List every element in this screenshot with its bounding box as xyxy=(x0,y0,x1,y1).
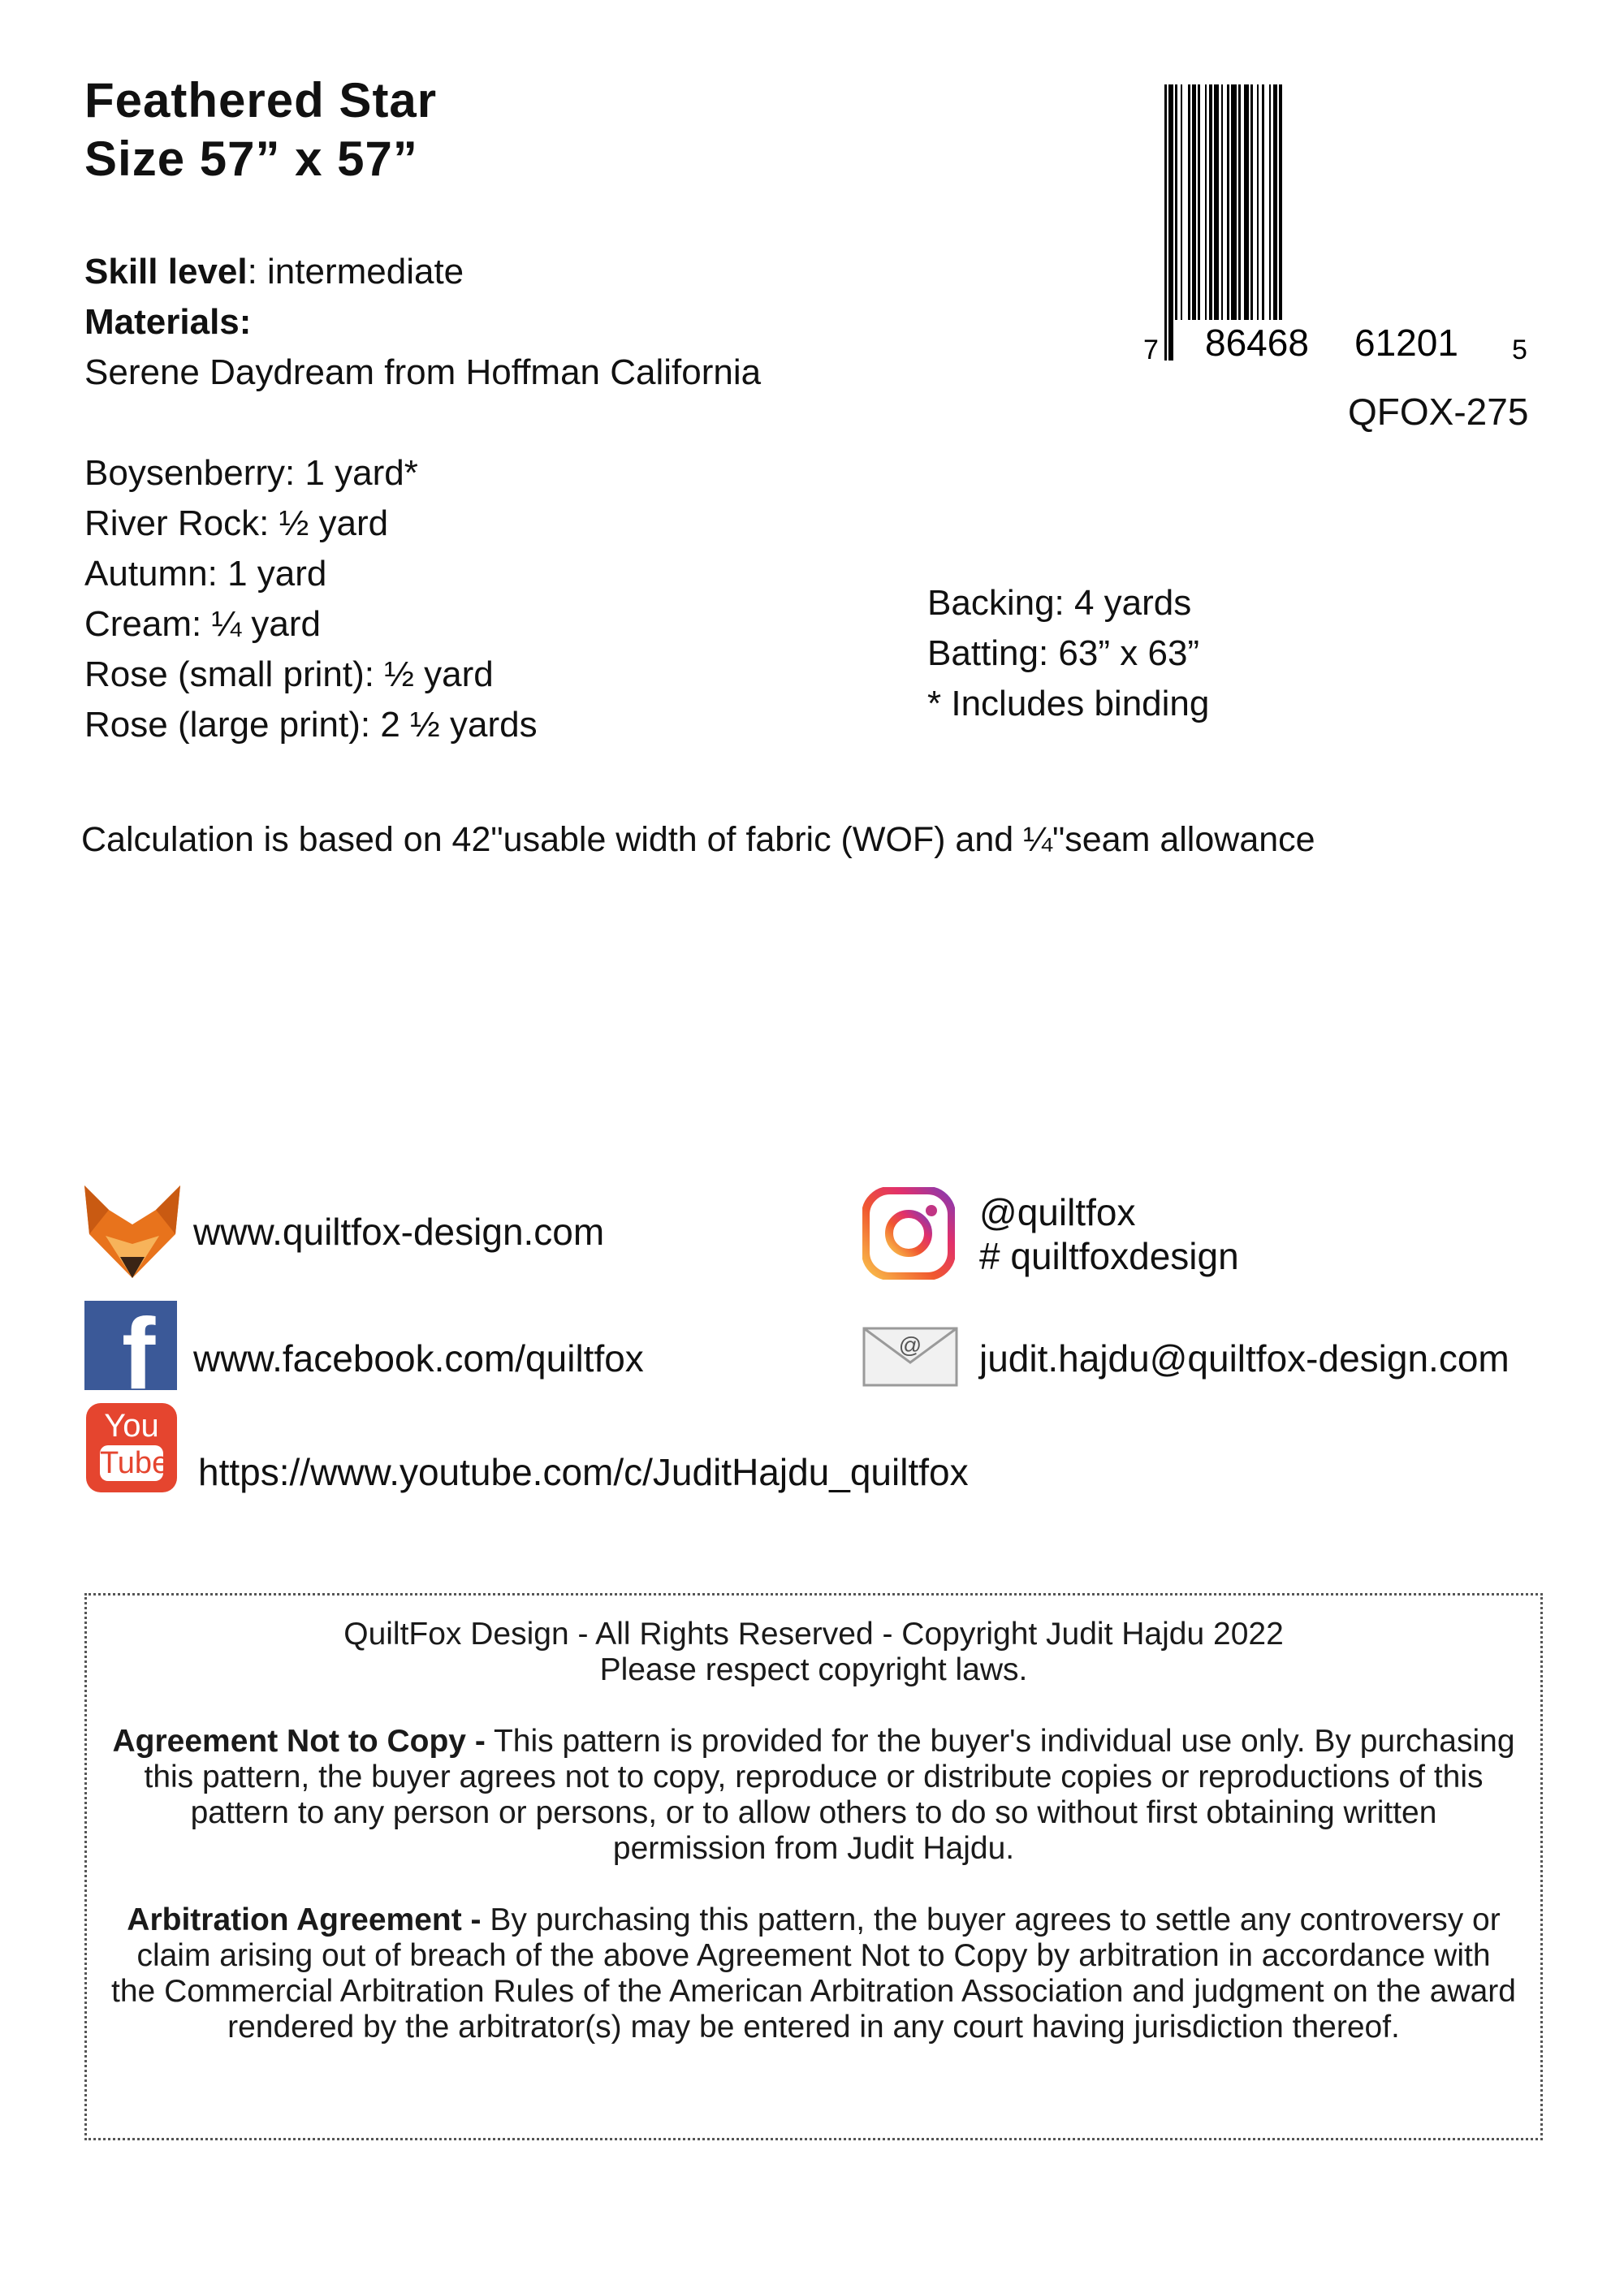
youtube-logo-tube: Tube xyxy=(100,1446,170,1480)
barcode-bars xyxy=(1164,84,1282,361)
calculation-note: Calculation is based on 42"usable width of fabric (WOF) and ¼"seam allowance xyxy=(81,820,1315,859)
facebook-link[interactable]: www.facebook.com/quiltfox xyxy=(193,1337,644,1380)
materials-label: Materials: xyxy=(84,302,252,342)
instagram-block xyxy=(979,1190,1239,1278)
barcode-group-1: 86468 xyxy=(1205,322,1309,364)
list-item: Rose (large print): 2 ½ yards xyxy=(84,705,538,745)
arbitration-title: Arbitration Agreement - xyxy=(127,1902,482,1937)
list-item: Autumn: 1 yard xyxy=(84,554,327,594)
facebook-logo-letter: f xyxy=(122,1301,156,1390)
fox-logo-icon xyxy=(84,1185,180,1278)
skill-label: Skill level xyxy=(84,252,248,291)
list-item: Backing: 4 yards xyxy=(927,583,1192,623)
title-size: Size 57” x 57” xyxy=(84,132,418,186)
agreement-not-to-copy xyxy=(87,1724,1540,1867)
agreement-title: Agreement Not to Copy - xyxy=(112,1724,486,1759)
product-code: QFOX-275 xyxy=(1348,391,1529,433)
skill-value: : intermediate xyxy=(247,252,464,291)
arbitration-agreement xyxy=(87,1902,1540,2045)
list-item: Rose (small print): ½ yard xyxy=(84,654,494,694)
arbitration-text: By purchasing this pattern, the buyer agrees to settle any controversy or claim arising out of breach of the above Agreement Not to Copy by arbitration in accordance with the Commercial Arbitration Rules of the American Arbitration Association and judgment on the award rendered by the arbitrator(s) may be entered in any court having jurisdiction thereof. xyxy=(111,1902,1516,2045)
list-item: River Rock: ½ yard xyxy=(84,503,389,543)
copyright-notice xyxy=(84,1593,1543,2140)
pattern-title xyxy=(84,71,437,188)
envelope-icon xyxy=(862,1327,958,1387)
website-link[interactable]: www.quiltfox-design.com xyxy=(193,1211,605,1253)
barcode-group-2: 61201 xyxy=(1354,322,1458,364)
list-item: Boysenberry: 1 yard* xyxy=(84,453,418,493)
copyright-respect-line: Please respect copyright laws. xyxy=(599,1652,1028,1687)
youtube-link[interactable]: https://www.youtube.com/c/JuditHajdu_quiltfox xyxy=(198,1451,969,1493)
barcode-digit-right: 5 xyxy=(1512,335,1527,365)
facebook-icon xyxy=(84,1301,177,1390)
skill-level xyxy=(84,247,761,297)
fabric-list xyxy=(84,448,538,750)
youtube-logo-you: You xyxy=(104,1408,159,1444)
instagram-handle-link[interactable]: @quiltfox xyxy=(979,1191,1136,1233)
instagram-icon xyxy=(862,1187,955,1280)
fabric-line: Serene Daydream from Hoffman California xyxy=(84,352,762,392)
list-item: Cream: ¼ yard xyxy=(84,604,321,644)
list-item: * Includes binding xyxy=(927,684,1210,723)
email-link[interactable]: judit.hajdu@quiltfox-design.com xyxy=(979,1337,1510,1380)
skill-materials-block xyxy=(84,247,761,398)
list-item: Batting: 63” x 63” xyxy=(927,633,1200,673)
barcode xyxy=(1137,78,1543,386)
copyright-line: QuiltFox Design - All Rights Reserved - Copyright Judit Hajdu 2022 xyxy=(343,1617,1284,1652)
agreement-text: This pattern is provided for the buyer's individual use only. By purchasing this pattern, the buyer agrees not to copy, reproduce or distribute copies or reproductions of this pattern to any person or persons, or to allow others to do so without first obtaining written permission from Judit Hajdu. xyxy=(144,1724,1515,1866)
title-line-1: Feathered Star xyxy=(84,73,438,127)
envelope-at-symbol: @ xyxy=(898,1332,922,1358)
backing-batting-list xyxy=(927,578,1209,729)
youtube-icon xyxy=(86,1403,177,1492)
barcode-digit-left: 7 xyxy=(1143,335,1159,365)
instagram-hashtag: # quiltfoxdesign xyxy=(979,1235,1239,1277)
